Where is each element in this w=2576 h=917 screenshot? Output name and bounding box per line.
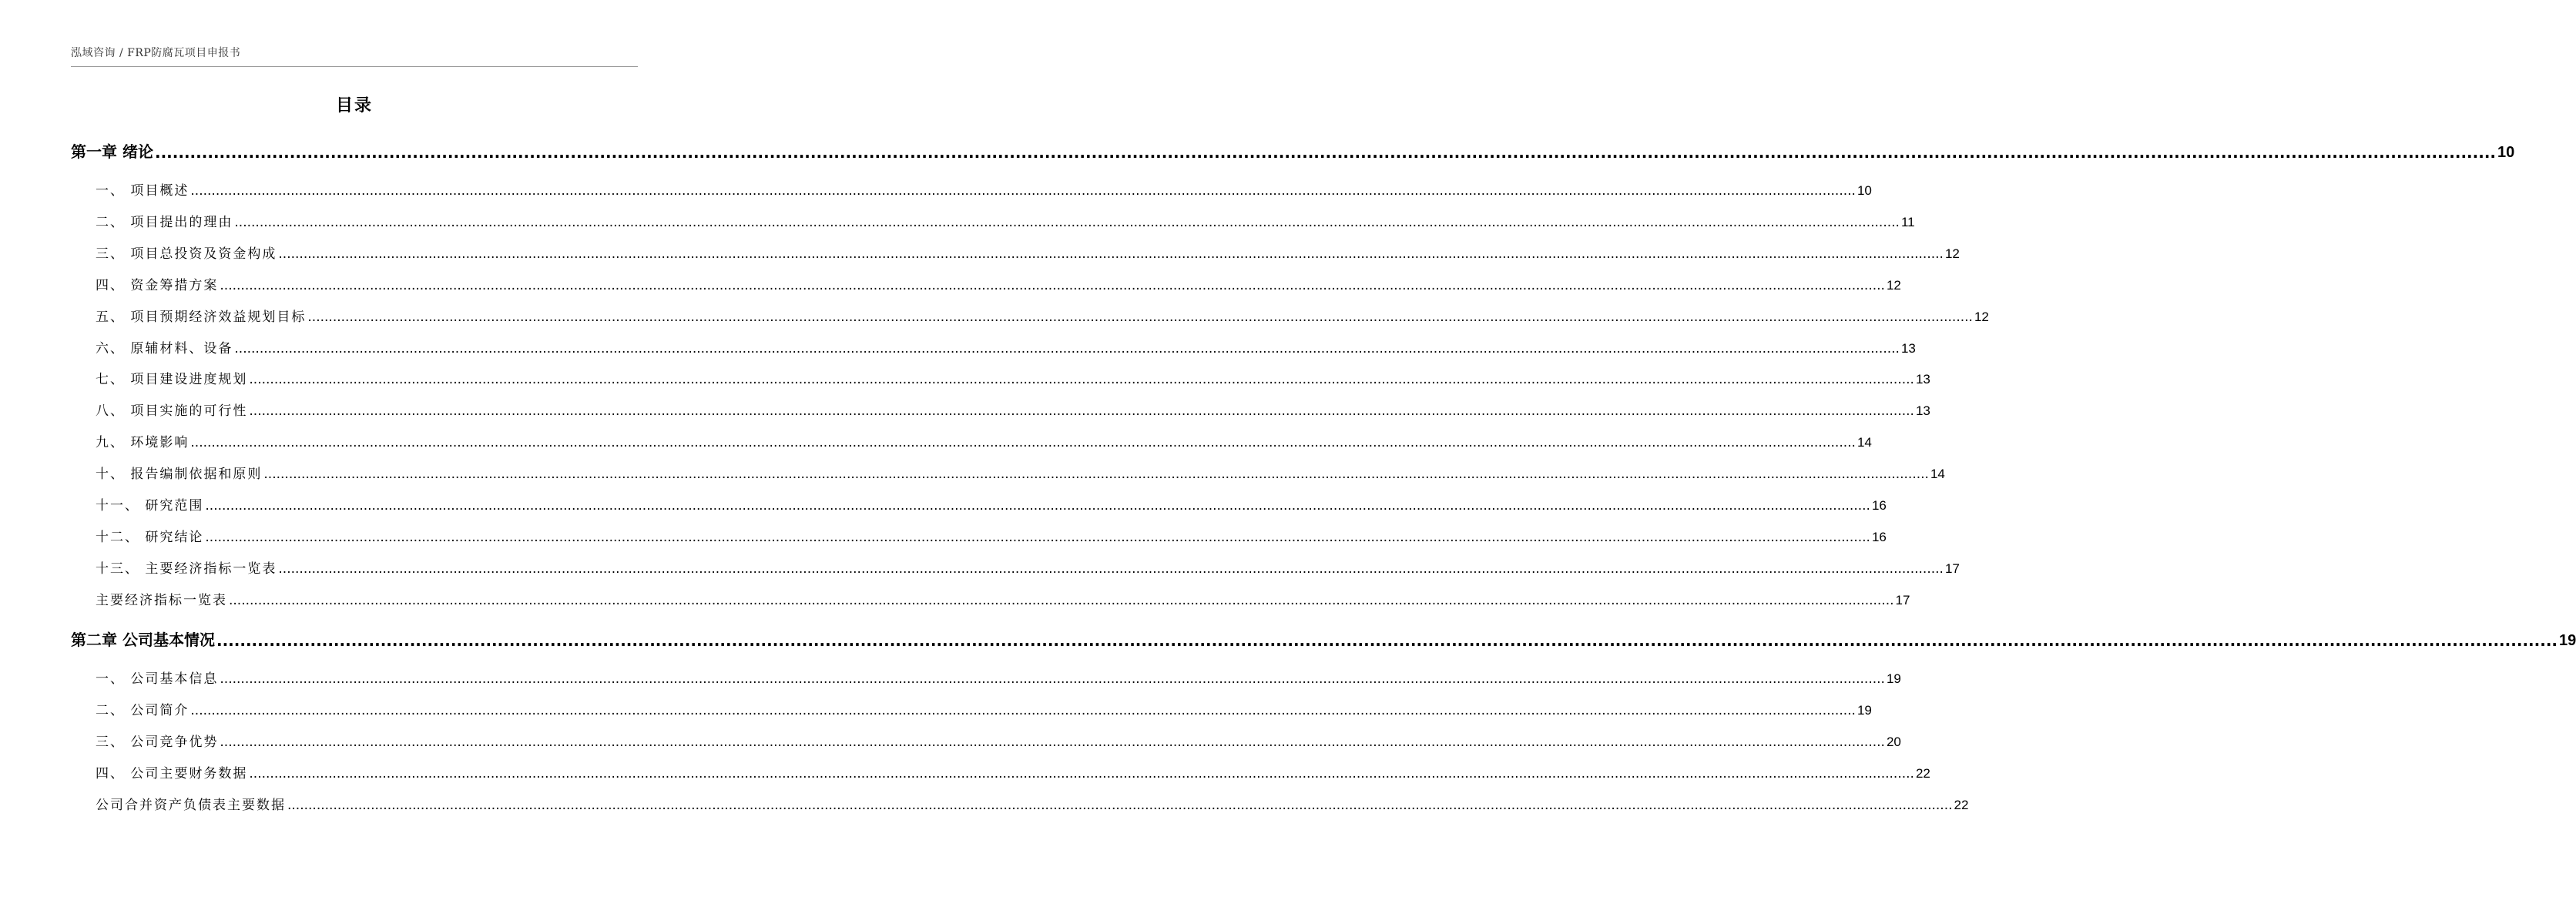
toc-page-number: 17 [1895,593,1910,607]
toc-leader-dots: ................................................................................................................................................................................................................................................................................................................................................................................................................ [263,467,1929,482]
toc-section-entry[interactable] [96,495,1887,514]
toc-page-number: 20 [1886,735,1901,749]
toc-page-number: 19 [1857,703,1872,718]
toc-page-number: 16 [1871,498,1887,513]
toc-leader-dots: ................................................................................................................................................................................................................................................................................................................................................................................................................ [278,246,1944,262]
toc-section-entry[interactable] [96,558,1960,577]
toc-page-number: 17 [1944,561,1960,576]
toc-page-number: 16 [1871,530,1887,544]
toc-entry-label: 三、 项目总投资及资金构成 [96,246,277,262]
toc-leader-dots: ................................................................................................................................................................................................................................................................................................................................................................................................................ [234,215,1900,230]
toc-entry-label: 公司合并资产负债表主要数据 [96,798,286,813]
toc-section-entry[interactable] [96,432,1872,450]
toc-section-entry[interactable] [96,400,1930,419]
toc-section-entry[interactable] [96,212,1915,230]
toc-page-number: 13 [1915,372,1930,387]
toc-entry-label: 第二章 公司基本情况 [71,631,215,649]
toc-section-entry[interactable] [96,668,1901,687]
toc-leader-dots: ................................................................................................................................................................................................................................................................................................................................................................................................................ [278,561,1944,577]
toc-leader-dots: ................................................................................................................................................................................................................................................................................................................................................................................................................ [190,435,1856,450]
toc-leader-dots: ................................................................................................................................................................................................................................................................................................................................................................................................................ [234,341,1900,356]
toc-section-entry[interactable] [96,180,1872,199]
toc-page-number: 22 [1954,798,1969,812]
toc-section-entry[interactable] [96,338,1916,356]
toc-entry-label: 十、 报告编制依据和原则 [96,467,263,482]
toc-leader-dots: ................................................................................................................................................................................................................................................................................................................................................................................................................ [154,143,2497,162]
toc-leader-dots: ................................................................................................................................................................................................................................................................................................................................................................................................................ [205,498,1870,514]
toc-leader-dots: ................................................................................................................................................................................................................................................................................................................................................................................................................ [205,530,1870,545]
toc-entry-label: 二、 项目提出的理由 [96,215,233,230]
toc-section-entry[interactable] [96,731,1901,750]
toc-page-number: 14 [1930,467,1945,481]
toc-page-number: 12 [1944,246,1960,261]
toc-entry-label: 十三、 主要经济指标一览表 [96,561,277,577]
toc-section-entry[interactable] [96,369,1930,387]
toc-section-entry[interactable] [96,700,1872,718]
toc-section-entry[interactable] [96,590,1910,608]
toc-page-number: 19 [2559,632,2576,649]
toc-leader-dots: ................................................................................................................................................................................................................................................................................................................................................................................................................ [190,703,1856,718]
toc-entry-label: 一、 项目概述 [96,183,190,199]
toc-entry-label: 二、 公司简介 [96,703,190,718]
toc-entry-label: 三、 公司竞争优势 [96,735,219,750]
toc-leader-dots: ................................................................................................................................................................................................................................................................................................................................................................................................................ [307,310,1973,325]
toc-page-number: 19 [1886,671,1901,686]
toc-page-number: 10 [2497,144,2515,161]
toc-page-number: 13 [1915,403,1930,418]
toc-entry-label: 九、 环境影响 [96,435,190,450]
toc-leader-dots: ................................................................................................................................................................................................................................................................................................................................................................................................................ [249,766,1914,781]
toc-entry-label: 一、 公司基本信息 [96,671,219,687]
toc-entry-label: 六、 原辅材料、设备 [96,341,233,356]
toc-entry-label: 十二、 研究结论 [96,530,204,545]
toc-leader-dots: ................................................................................................................................................................................................................................................................................................................................................................................................................ [190,183,1856,199]
toc-page-number: 12 [1886,278,1901,293]
toc-leader-dots: ................................................................................................................................................................................................................................................................................................................................................................................................................ [249,403,1914,419]
toc-chapter-entry[interactable] [71,628,2576,650]
toc-entry-label: 五、 项目预期经济效益规划目标 [96,310,307,325]
toc-entry-label: 七、 项目建设进度规划 [96,372,248,387]
toc-page-number: 11 [1900,215,1915,229]
toc-section-entry[interactable] [96,306,1989,325]
toc-leader-dots: ................................................................................................................................................................................................................................................................................................................................................................................................................ [287,798,1953,813]
toc-chapter-entry[interactable] [71,140,2515,162]
running-header: 泓域咨询 / FRP防腐瓦项目申报书 [71,47,241,59]
toc-entry-label: 十一、 研究范围 [96,498,204,514]
toc-section-entry[interactable] [96,763,1930,781]
toc-entry-label: 第一章 绪论 [71,142,153,161]
toc-leader-dots: ................................................................................................................................................................................................................................................................................................................................................................................................................ [229,593,1894,608]
toc-leader-dots: ................................................................................................................................................................................................................................................................................................................................................................................................................ [216,631,2558,650]
toc-section-entry[interactable] [96,527,1887,545]
toc-leader-dots: ................................................................................................................................................................................................................................................................................................................................................................................................................ [220,735,1885,750]
toc-section-entry[interactable] [96,795,1969,813]
toc-page-number: 10 [1857,183,1872,198]
toc-leader-dots: ................................................................................................................................................................................................................................................................................................................................................................................................................ [220,278,1885,293]
toc-entry-label: 八、 项目实施的可行性 [96,403,248,419]
toc-page-number: 22 [1915,766,1930,781]
toc-section-entry[interactable] [96,464,1945,482]
toc-page-number: 14 [1857,435,1872,450]
toc-page-number: 13 [1900,341,1916,356]
toc-entry-label: 四、 资金筹措方案 [96,278,219,293]
toc-section-entry[interactable] [96,275,1901,293]
toc-leader-dots: ................................................................................................................................................................................................................................................................................................................................................................................................................ [249,372,1914,387]
toc-section-entry[interactable] [96,243,1960,262]
toc-entry-label: 主要经济指标一览表 [96,593,227,608]
toc-leader-dots: ................................................................................................................................................................................................................................................................................................................................................................................................................ [220,671,1885,687]
toc-entry-label: 四、 公司主要财务数据 [96,766,248,781]
toc-title: 目录 [335,96,373,115]
toc-page-number: 12 [1974,310,1989,324]
